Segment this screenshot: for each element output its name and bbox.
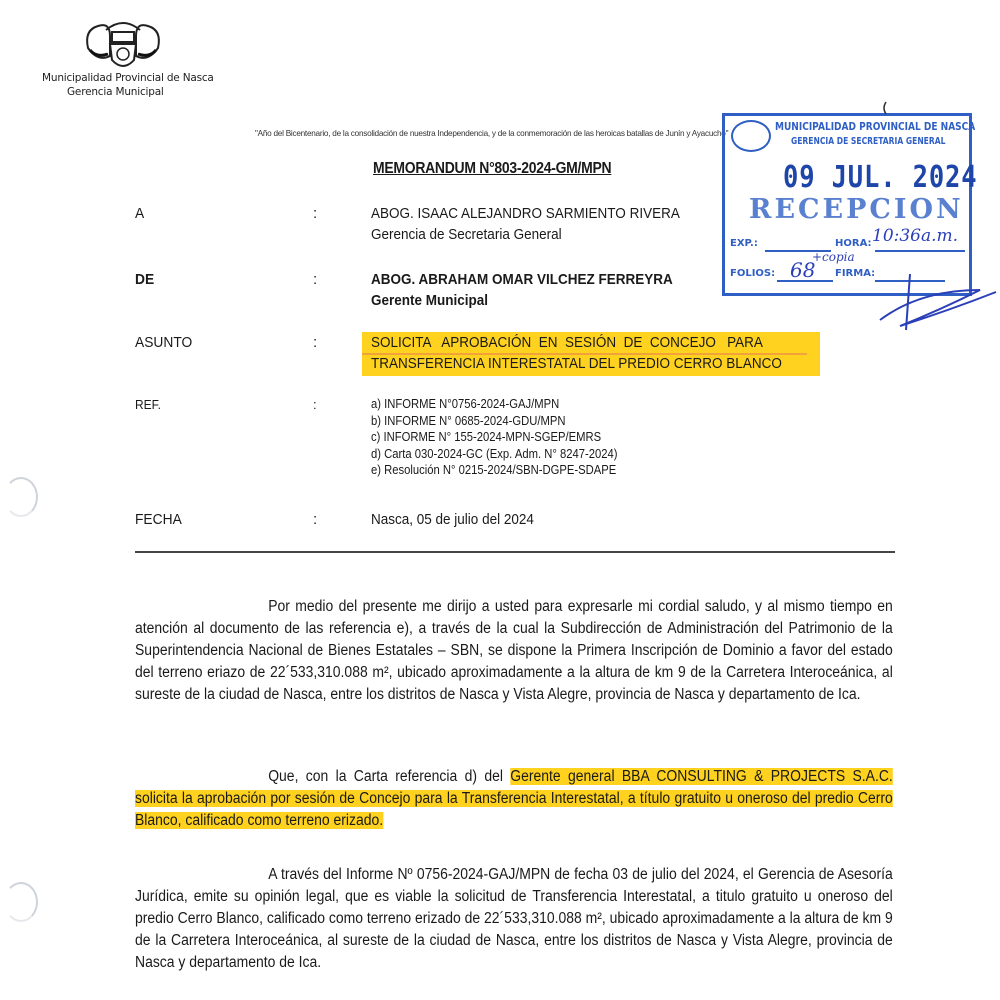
stamp-status: RECEPCION	[749, 194, 964, 225]
subject-colon: :	[313, 334, 318, 351]
stamp-hora-label: HORA:	[835, 238, 872, 249]
department-name: Gerencia Municipal	[67, 86, 164, 98]
paragraph-1	[135, 596, 893, 706]
stamp-hora-line	[875, 250, 965, 252]
handwritten-folios: 68	[790, 258, 816, 282]
reference-item: e) Resolución N° 0215-2024/SBN-DGPE-SDAPE	[371, 463, 617, 477]
municipal-coat-of-arms-logo	[80, 18, 166, 74]
paragraph-3-text: A través del Informe Nº 0756-2024-GAJ/MPN de fecha 03 de julio del 2024, el Gerencia de Asesoría Jurídica, emite su opinión legal, que es viable la solicitud de Transferencia Interestatal, a titulo gratuito u oneroso del predio Cerro Blanco, calificado como terreno erizado de 22´533,310.088 m², ubicado aproximadamente a la altura de km 9 de la Carretera Interoceánica, al sureste de la ciudad de Nasca, entre los distritos de Nasca y Vista Alegre, provincia de Nasca y departamento de Ica.	[135, 866, 893, 971]
reference-item: a) INFORME N°0756-2024-GAJ/MPN	[371, 397, 560, 411]
reference-list	[371, 396, 618, 479]
ref-colon: :	[313, 397, 317, 412]
ref-label: REF.	[135, 397, 161, 412]
stamp-exp-label: EXP.:	[730, 238, 758, 249]
stamp-firma-label: FIRMA:	[835, 268, 876, 279]
to-office: Gerencia de Secretaria General	[371, 226, 562, 243]
header-divider	[135, 551, 895, 553]
subject-line-2: TRANSFERENCIA INTERESTATAL DEL PREDIO CERRO BLANCO	[371, 355, 782, 372]
stamp-seal-icon	[731, 120, 771, 152]
paragraph-3	[135, 864, 893, 974]
handwritten-signature	[860, 270, 1000, 340]
paragraph-1-text: Por medio del presente me dirijo a usted para expresarle mi cordial saludo, y al mismo tiempo en atención al documento de las referencia e), a través de la cual la Subdirección de Administración del Patrimonio de la Superintendencia Nacional de Bienes Estatales – SBN, se dispone la Primera Inscripción de Dominio a favor del estado del terreno eriazo de 22´533,310.088 m², ubicado aproximadamente a la altura de km 9 de la Carretera Interoceánica, al sureste de la ciudad de Nasca, entre los distritos de Nasca y Vista Alegre, provincia de Nasca y departamento de Ica.	[135, 598, 893, 703]
reference-item: d) Carta 030-2024-GC (Exp. Adm. N° 8247-2024)	[371, 446, 618, 461]
to-name: ABOG. ISAAC ALEJANDRO SARMIENTO RIVERA	[371, 205, 680, 222]
reception-stamp	[722, 113, 978, 296]
from-name: ABOG. ABRAHAM OMAR VILCHEZ FERREYRA	[371, 271, 673, 288]
subject-label: ASUNTO	[135, 334, 193, 351]
punch-hole	[4, 477, 38, 517]
paragraph-2-highlighted-text: Gerente general BBA CONSULTING & PROJECTS S.A.C. solicita la aprobación por sesión de Concejo para la Transferencia Interestatal, a título gratuito u oneroso del predio Cerro Blanco, calificado como terreno erizado.	[135, 768, 893, 829]
stamp-folios-label: FOLIOS:	[730, 268, 776, 279]
paragraph-2-text: Que, con la Carta referencia d) del	[268, 768, 511, 785]
handwritten-hora: 10:36a.m.	[872, 226, 959, 246]
reference-item: c) INFORME N° 155-2024-MPN-SGEP/EMRS	[371, 430, 602, 444]
ink-mark	[880, 100, 890, 116]
date-value: Nasca, 05 de julio del 2024	[371, 511, 534, 528]
from-colon: :	[313, 271, 318, 288]
from-office: Gerente Municipal	[371, 292, 489, 309]
stamp-date: 09 JUL. 2024	[783, 160, 978, 195]
year-motto: "Año del Bicentenario, de la consolidación de nuestra Independencia, y de la conmemoración de las heroicas batallas de Junín y Ayacucho"	[255, 129, 729, 138]
date-colon: :	[313, 511, 318, 528]
handwritten-folios-note: +copia	[812, 250, 855, 264]
subject-line-1: SOLICITA APROBACIÓN EN SESIÓN DE CONCEJO PARA	[371, 334, 763, 351]
punch-hole	[4, 882, 38, 922]
date-label: FECHA	[135, 511, 182, 528]
from-label: DE	[135, 271, 155, 288]
stamp-organization: MUNICIPALIDAD PROVINCIAL DE NASCA	[775, 120, 976, 133]
paragraph-2	[135, 766, 893, 832]
memo-title: MEMORANDUM N°803-2024-GM/MPN	[373, 160, 612, 177]
to-label: A	[135, 205, 145, 222]
organization-name: Municipalidad Provincial de Nasca	[42, 72, 214, 84]
stamp-department: GERENCIA DE SECRETARIA GENERAL	[791, 136, 946, 147]
to-colon: :	[313, 205, 318, 222]
reference-item: b) INFORME N° 0685-2024-GDU/MPN	[371, 413, 566, 428]
